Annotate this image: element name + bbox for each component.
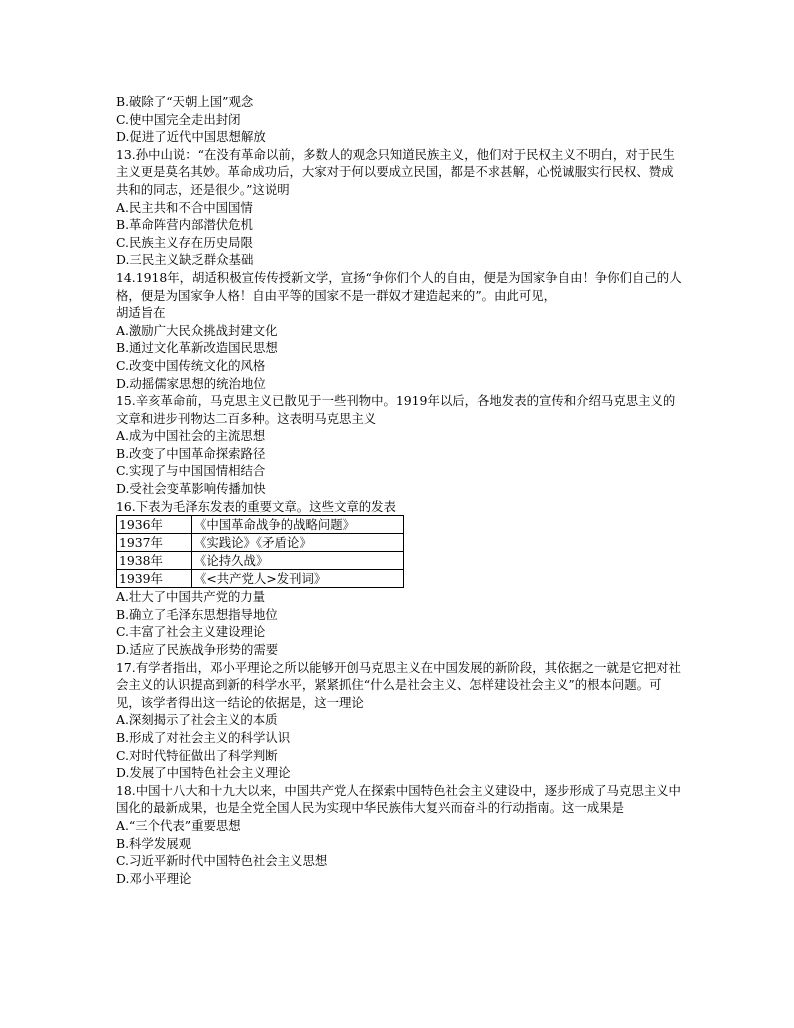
question-18: [116, 782, 696, 888]
exam-page: [116, 93, 696, 887]
option-17-d: D.发展了中国特色社会主义理论: [116, 765, 291, 781]
question-14-stem-tail: 胡适旨在: [116, 305, 166, 321]
table-row: [117, 570, 404, 588]
question-16-stem: 16.下表为毛泽东发表的重要文章。这些文章的发表: [116, 498, 396, 514]
question-16: [116, 498, 696, 659]
option-18-b: B.科学发展观: [116, 835, 191, 851]
table-row: [117, 516, 404, 534]
option-12-c: C.使中国完全走出封闭: [116, 111, 241, 127]
table-cell-year: 1936年: [117, 516, 192, 534]
table-cell-year: 1939年: [117, 570, 192, 588]
option-15-a: A.成为中国社会的主流思想: [116, 428, 266, 444]
question-18-stem: 18.中国十八大和十九大以来，中国共产党人在探索中国特色社会主义建设中，逐步形成了马克思主义中国化的最新成果，也是全党全国人民为实现中华民族伟大复兴而奋斗的行动指南。这一成果是: [116, 782, 681, 816]
option-14-b: B.通过文化革新改造国民思想: [116, 340, 278, 356]
table-cell-year: 1938年: [117, 552, 192, 570]
option-16-a: A.壮大了中国共产党的力量: [116, 589, 266, 605]
option-13-a: A.民主共和不合中国国情: [116, 199, 253, 215]
option-14-a: A.激励广大民众挑战封建文化: [116, 322, 278, 338]
option-18-d: D.邓小平理论: [116, 870, 192, 886]
question-14: [116, 269, 696, 392]
option-12-b: B.破除了“天朝上国”观念: [116, 94, 254, 109]
option-13-d: D.三民主义缺乏群众基础: [116, 252, 254, 268]
question-13-stem: 13.孙中山说：“在没有革命以前，多数人的观念只知道民族主义，他们对于民权主义不明白，对于民生主义更是莫名其妙。革命成功后，大家对于何以要成立民国，都是不求甚解，心悦诚服实行民权、赞成共和的同志，还是很少。”这说明: [116, 146, 675, 197]
option-16-b: B.确立了毛泽东思想指导地位: [116, 606, 278, 622]
option-14-d: D.动摇儒家思想的统治地位: [116, 375, 266, 391]
articles-table: [116, 515, 404, 588]
option-17-a: A.深刻揭示了社会主义的本质: [116, 712, 278, 728]
question-12-options: [116, 93, 696, 146]
question-15-stem: 15.辛亥革命前，马克思主义已散见于一些刊物中。1919年以后，各地发表的宣传和介绍马克思主义的文章和进步刊物达二百多种。这表明马克思主义: [116, 393, 676, 426]
table-cell-title: 《<共产党人>发刊词》: [192, 570, 404, 588]
option-13-b: B.革命阵营内部潜伏危机: [116, 217, 253, 233]
option-18-c: C.习近平新时代中国特色社会主义思想: [116, 853, 328, 869]
question-15: [116, 392, 696, 498]
option-16-d: D.适应了民族战争形势的需要: [116, 642, 279, 658]
option-14-c: C.改变中国传统文化的风格: [116, 357, 266, 373]
option-12-d: D.促进了近代中国思想解放: [116, 129, 266, 145]
option-15-d: D.受社会变革影响传播加快: [116, 481, 266, 497]
option-17-b: B.形成了对社会主义的科学认识: [116, 730, 291, 745]
option-15-c: C.实现了与中国国情相结合: [116, 463, 266, 479]
option-13-c: C.民族主义存在历史局限: [116, 234, 253, 250]
option-18-a: A.“三个代表”重要思想: [116, 817, 241, 833]
table-cell-title: 《中国革命战争的战略问题》: [192, 516, 404, 534]
question-17-stem: 17.有学者指出，邓小平理论之所以能够开创马克思主义在中国发展的新阶段，其依据之一就是它把对社会主义的认识提高到新的科学水平，紧紧抓住“什么是社会主义、怎样建设社会主义”的根本问题。可见，该学者得出这一结论的依据是，这一理论: [116, 659, 681, 710]
table-row: [117, 552, 404, 570]
question-14-stem: 14.1918年，胡适积极宣传传授新文学，宣扬“争你们个人的自由，便是为国家争自由！争你们自己的人格，便是为国家争人格！自由平等的国家不是一群奴才建造起来的”。由此可见，: [116, 269, 682, 303]
option-16-c: C.丰富了社会主义建设理论: [116, 624, 266, 640]
table-cell-title: 《论持久战》: [192, 552, 404, 570]
table-cell-title: 《实践论》《矛盾论》: [192, 534, 404, 552]
option-17-c: C.对时代特征做出了科学判断: [116, 747, 278, 763]
table-row: [117, 534, 404, 552]
table-cell-year: 1937年: [117, 534, 192, 552]
option-15-b: B.改变了中国革命探索路径: [116, 445, 266, 461]
question-17: [116, 659, 696, 782]
question-13: [116, 146, 696, 269]
